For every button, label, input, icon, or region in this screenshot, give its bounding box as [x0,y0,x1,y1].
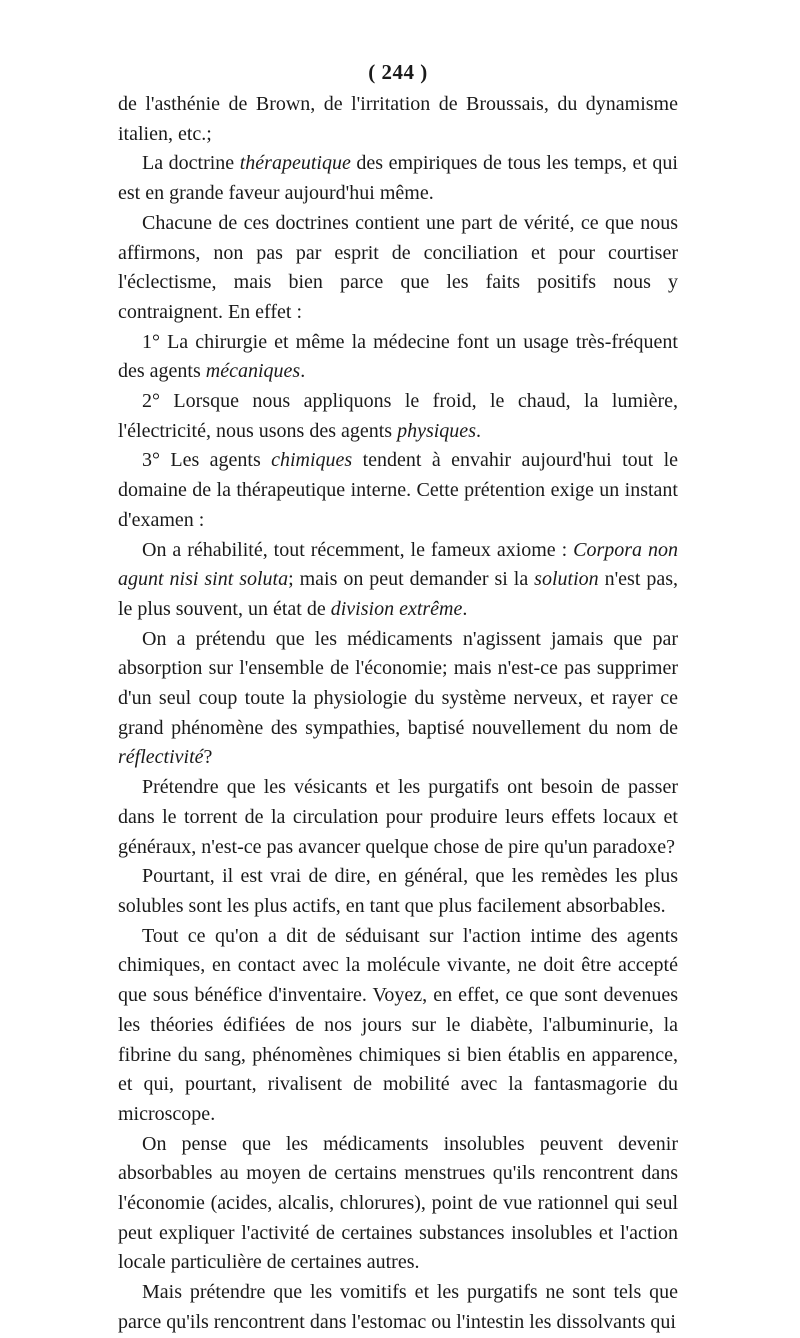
text-run: ? [203,746,213,769]
paragraph [118,625,678,774]
text-run: Mais prétendre que les vomitifs et les purgatifs ne sont tels que parce qu'ils rencontrent dans l'estomac ou l'intestin les dissolvants qui [118,1281,678,1333]
italic-text: réflectivité [118,746,204,769]
italic-text: physiques [397,419,476,442]
text-run: des empiriques de tous les temps, et qui est en grande faveur aujourd'hui même. [118,152,678,205]
text-run: 3° Les agents [142,449,272,472]
text-run: Prétendre que les vésicants et les purgatifs ont besoin de passer dans le torrent de la circulation pour produire leurs effets locaux et généraux, n'est-ce pas avancer quelque chose de pire qu'un paradoxe? [118,776,678,858]
page-number: ( 244 ) [368,60,428,84]
paragraph [118,922,678,1130]
italic-text: solution [534,568,599,591]
text-run: tendent à envahir aujourd'hui tout le domaine de la thérapeutique interne. Cette prétention exige un instant d'examen : [118,449,678,531]
text-run: On a réhabilité, tout récemment, le fameux axiome : [142,538,574,561]
paragraph [118,90,678,149]
paragraph [118,149,678,208]
paragraph [118,862,678,921]
text-run: On pense que les médicaments insolubles peuvent devenir absorbables au moyen de certains menstrues qu'ils rencontrent dans l'économie (acides, alcalis, chlorures), point de vue rationnel qui seul peut expliquer l'activité de certaines substances insolubles et l'action locale particulière de certaines autres. [118,1132,678,1274]
italic-text: division extrême [330,597,463,620]
paragraph [118,209,678,328]
text-run: Pourtant, il est vrai de dire, en général, que les remèdes les plus solubles sont les plus actifs, en tant que plus facilement absorbables. [118,865,678,917]
paragraph [118,773,678,862]
text-run: La doctrine [142,152,240,175]
text-run: Tout ce qu'on a dit de séduisant sur l'action intime des agents chimiques, en contact avec la molécule vivante, ne doit être accepté que sous bénéfice d'inventaire. Voyez, en effet, ce que sont devenues les théories édifiées de nos jours sur le diabète, l'albuminurie, la fibrine du sang, phénomènes chimiques si bien établis en apparence, et qui, pourtant, rivalisent de mobilité avec la fantasmagorie du microscope. [118,924,678,1125]
paragraph [118,1130,678,1279]
body-text [118,90,678,1338]
text-run: . [462,597,468,620]
paragraph [118,446,678,535]
text-run: Chacune de ces doctrines contient une part de vérité, ce que nous affirmons, non pas par esprit de conciliation et pour courtiser l'éclectisme, mais bien parce que les faits positifs nous y contraignent. En effet : [118,211,678,323]
book-page [118,56,678,1338]
text-run: de l'asthénie de Brown, de l'irritation de Broussais, du dynamisme italien, etc.; [118,93,678,145]
text-run: n'est pas, le plus souvent, un état de [118,568,679,620]
paragraph [118,1278,678,1337]
text-run: . [475,419,481,442]
paragraph [118,328,678,387]
text-run: . [300,360,306,383]
italic-text: thérapeutique [239,152,351,175]
italic-text: chimiques [271,449,353,472]
paragraph [118,536,678,625]
text-run: 1° La chirurgie et même la médecine font un usage très-fréquent des agents [118,330,678,383]
text-run: 2° Lorsque nous appliquons le froid, le chaud, la lumière, l'électricité, nous usons des agents [118,390,678,442]
italic-text: Corpora non agunt nisi sint soluta [118,538,678,591]
paragraph [118,387,678,446]
text-run: ; mais on peut demander si la [288,568,535,591]
italic-text: mécaniques [205,360,301,383]
text-run: On a prétendu que les médicaments n'agissent jamais que par absorption sur l'ensemble de l'économie; mais n'est-ce pas supprimer d'un seul coup toute la physiologie du système nerveux, et rayer ce grand phénomène des sympathies, baptisé nouvellement du nom de [118,627,678,739]
